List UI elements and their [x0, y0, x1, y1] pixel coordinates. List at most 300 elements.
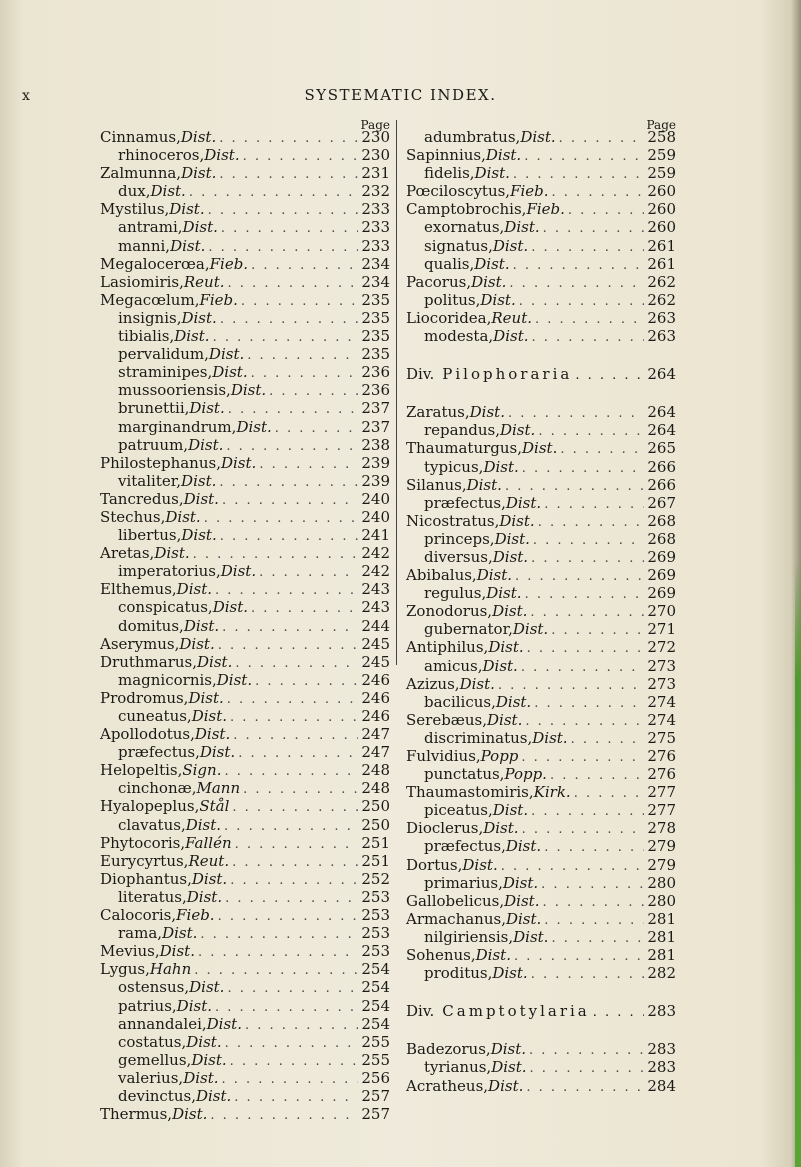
taxon-author: Kirk. — [533, 783, 571, 802]
taxon-author: Dist. — [185, 815, 222, 834]
genus-entry — [100, 508, 390, 526]
genus-entry — [406, 146, 676, 164]
page-ref: 273 — [647, 656, 676, 675]
taxon-author: Dist. — [204, 146, 240, 165]
leader-dots — [552, 184, 645, 202]
page-ref: 277 — [647, 801, 676, 820]
leader-dots — [221, 220, 358, 238]
species-entry — [406, 729, 676, 747]
leader-dots — [208, 202, 359, 220]
taxon-author: Dist. — [159, 942, 195, 961]
page-ref: 275 — [647, 728, 676, 747]
page-ref: 247 — [361, 743, 390, 762]
page-ref: 230 — [361, 146, 390, 165]
species-entry — [406, 1058, 676, 1076]
division-heading — [406, 1002, 676, 1020]
taxon-name: Stechus, — [100, 507, 166, 526]
page-ref: 241 — [361, 526, 390, 545]
taxon-author: Stål — [199, 797, 230, 816]
taxon-author: Dist. — [486, 584, 522, 603]
page-ref: 279 — [647, 837, 676, 856]
taxon-author: Dist. — [236, 417, 272, 436]
page-ref: 261 — [647, 254, 676, 273]
page-ref: 264 — [647, 365, 676, 384]
page-ref: 281 — [647, 927, 676, 946]
page-ref: 266 — [647, 475, 676, 494]
taxon-name: patrius, — [118, 996, 177, 1015]
taxon-author: Dist. — [499, 511, 535, 530]
genus-entry — [100, 942, 390, 960]
taxon-name: Silanus, — [406, 475, 467, 494]
leader-dots — [259, 564, 358, 582]
taxon-name: Apollodotus, — [100, 725, 195, 744]
page-ref: 260 — [647, 200, 676, 219]
page-ref: 260 — [647, 218, 676, 237]
page-ref: 251 — [361, 851, 390, 870]
species-entry — [406, 548, 676, 566]
species-entry — [100, 743, 390, 761]
page-ref: 240 — [361, 489, 390, 508]
page-ref: 239 — [361, 453, 390, 472]
species-entry — [406, 693, 676, 711]
leader-dots — [222, 492, 358, 510]
leader-dots — [521, 659, 645, 677]
species-entry — [406, 657, 676, 675]
page-ref: 248 — [361, 761, 390, 780]
genus-entry — [406, 309, 676, 327]
page-ref: 259 — [647, 146, 676, 165]
page-ref: 250 — [361, 815, 390, 834]
page-ref: 233 — [361, 200, 390, 219]
species-entry — [100, 1069, 390, 1087]
leader-dots — [275, 420, 359, 438]
species-entry — [406, 530, 676, 548]
genus-entry — [100, 797, 390, 815]
genus-entry — [100, 635, 390, 653]
genus-entry — [100, 725, 390, 743]
species-entry — [100, 671, 390, 689]
taxon-name: politus, — [424, 290, 481, 309]
genus-entry — [406, 439, 676, 457]
page-ref: 281 — [647, 946, 676, 965]
species-entry — [406, 164, 676, 182]
leader-dots — [228, 275, 359, 293]
leader-dots — [533, 532, 644, 550]
taxon-author: Dist. — [492, 547, 529, 566]
taxon-name: Cinnamus, — [100, 128, 181, 146]
page-ref: 260 — [647, 182, 676, 201]
taxon-name: conspicatus, — [118, 598, 213, 617]
page-ref: 236 — [361, 381, 390, 400]
division-name — [406, 1002, 590, 1020]
page-ref: 281 — [647, 909, 676, 928]
taxon-author: Dist. — [480, 290, 516, 309]
genus-entry — [406, 273, 676, 291]
leader-dots — [515, 568, 644, 586]
species-entry — [406, 255, 676, 273]
genus-entry — [100, 490, 390, 508]
taxon-name: Pacorus, — [406, 272, 472, 291]
taxon-author: Dist. — [174, 327, 210, 346]
taxon-name: rama, — [118, 924, 163, 943]
taxon-author: Dist. — [172, 1105, 208, 1124]
species-entry — [100, 327, 390, 345]
taxon-author: Dist. — [182, 218, 218, 237]
leader-dots — [531, 239, 644, 257]
leader-dots — [527, 640, 645, 658]
page-ref: 259 — [647, 164, 676, 183]
page-ref: 246 — [361, 688, 390, 707]
page-ref: 270 — [647, 602, 676, 621]
taxon-author: Fieb. — [526, 200, 565, 219]
species-entry — [406, 874, 676, 892]
taxon-name: exornatus, — [424, 218, 505, 237]
taxon-author: Dist. — [520, 128, 556, 146]
genus-entry — [406, 182, 676, 200]
spacer — [406, 982, 676, 1002]
leader-dots — [593, 1004, 645, 1022]
species-entry — [100, 399, 390, 417]
page-ref: 246 — [361, 707, 390, 725]
page-ref: 283 — [647, 1058, 676, 1077]
taxon-author: Dist. — [491, 1058, 527, 1077]
taxon-name: gemellus, — [118, 1050, 192, 1069]
page-ref: 261 — [647, 236, 676, 255]
taxon-author: Dist. — [191, 707, 228, 725]
taxon-author: Dist. — [499, 421, 536, 440]
taxon-name: proditus, — [424, 964, 493, 983]
taxon-name: Philostephanus, — [100, 453, 221, 472]
index-column-left — [100, 118, 390, 1123]
leader-dots — [529, 1042, 644, 1060]
page-ref: 240 — [361, 507, 390, 526]
leader-dots — [551, 930, 644, 948]
species-entry — [100, 146, 390, 164]
taxon-name: tyrianus, — [424, 1058, 492, 1077]
page-ref: 244 — [361, 616, 390, 635]
species-entry — [100, 779, 390, 797]
taxon-author: Mann — [196, 779, 241, 798]
species-entry — [406, 291, 676, 309]
page-ref: 283 — [647, 1002, 676, 1021]
division-title: Camptotylaria — [442, 1002, 590, 1021]
leader-dots — [544, 839, 644, 857]
taxon-name: Azizus, — [406, 674, 460, 693]
leader-dots — [230, 1053, 359, 1071]
taxon-name: literatus, — [118, 887, 187, 906]
taxon-author: Dist. — [162, 924, 198, 943]
taxon-name: patruum, — [118, 435, 189, 454]
leader-dots — [224, 763, 358, 781]
leader-dots — [234, 1089, 358, 1107]
page-ref: 239 — [361, 471, 390, 490]
leader-dots — [530, 1060, 645, 1078]
leader-dots — [575, 367, 644, 385]
taxon-name: primarius, — [424, 873, 503, 892]
leader-dots — [225, 1035, 359, 1053]
page-ref: 252 — [361, 869, 390, 888]
taxon-name: Dortus, — [406, 855, 463, 874]
leader-dots — [220, 528, 359, 546]
genus-entry — [406, 1077, 676, 1095]
division-prefix: Div. — [406, 1002, 435, 1021]
genus-entry — [100, 255, 390, 273]
leader-dots — [235, 836, 359, 854]
page-ref: 242 — [361, 544, 390, 563]
page-ref: 254 — [361, 978, 390, 997]
leader-dots — [531, 966, 645, 984]
taxon-author: Fieb. — [510, 182, 549, 201]
species-entry — [406, 421, 676, 439]
taxon-author: Dist. — [191, 1050, 227, 1069]
taxon-name: Hyalopeplus, — [100, 797, 200, 816]
taxon-author: Dist. — [188, 435, 224, 454]
species-entry — [406, 237, 676, 255]
page-ref: 263 — [647, 308, 676, 327]
page-ref: 271 — [647, 620, 676, 639]
taxon-author: Reut. — [188, 851, 230, 870]
taxon-name: rhinoceros, — [118, 146, 205, 165]
taxon-name: domitus, — [118, 616, 184, 635]
taxon-author: Hahn — [149, 960, 192, 979]
taxon-author: Dist. — [183, 616, 220, 635]
taxon-author: Dist. — [212, 363, 248, 382]
taxon-name: Aserymus, — [100, 634, 180, 653]
leader-dots — [200, 926, 358, 944]
taxon-author: Dist. — [165, 507, 201, 526]
taxon-name: Tancredus, — [100, 489, 184, 508]
taxon-name: valerius, — [118, 1068, 184, 1087]
taxon-name: Druthmarus, — [100, 652, 198, 671]
leader-dots — [534, 695, 644, 713]
genus-entry — [100, 960, 390, 978]
genus-entry — [100, 689, 390, 707]
taxon-name: Zaratus, — [406, 403, 470, 422]
leader-dots — [198, 944, 358, 962]
leader-dots — [232, 799, 358, 817]
species-entry — [406, 964, 676, 982]
taxon-author: Popp. — [504, 765, 547, 784]
taxon-name: qualis, — [424, 254, 475, 273]
taxon-author: Dist. — [522, 439, 558, 458]
spacer — [406, 345, 676, 365]
taxon-author: Popp — [480, 747, 519, 765]
taxon-author: Dist. — [181, 308, 217, 327]
taxon-author: Dist. — [488, 1076, 524, 1095]
genus-entry — [406, 892, 676, 910]
taxon-author: Dist. — [482, 656, 518, 675]
taxon-author: Dist. — [183, 489, 219, 508]
genus-entry — [406, 602, 676, 620]
species-entry — [100, 1087, 390, 1105]
page-ref: 235 — [361, 308, 390, 327]
taxon-author: Dist. — [180, 128, 217, 146]
species-entry — [100, 598, 390, 616]
page-ref: 257 — [361, 1086, 390, 1105]
taxon-name: punctatus, — [424, 765, 505, 784]
page-ref: 273 — [647, 674, 676, 693]
taxon-name: Mevius, — [100, 942, 160, 961]
taxon-name: devinctus, — [118, 1086, 196, 1105]
species-entry — [406, 128, 676, 146]
taxon-name: Antiphilus, — [406, 638, 489, 657]
taxon-author: Dist. — [493, 327, 529, 346]
page-ref: 282 — [647, 964, 676, 983]
leader-dots — [251, 600, 358, 618]
species-entry — [100, 997, 390, 1015]
taxon-author: Dist. — [495, 692, 532, 711]
leader-dots — [514, 948, 644, 966]
page-ref: 253 — [361, 906, 390, 925]
taxon-name: adumbratus, — [424, 128, 521, 146]
leader-dots — [222, 619, 358, 637]
taxon-name: Thermus, — [100, 1105, 173, 1124]
taxon-name: marginandrum, — [118, 417, 237, 436]
page-ref: 274 — [647, 710, 676, 729]
page-ref: 233 — [361, 236, 390, 255]
page-ref: 283 — [647, 1040, 676, 1059]
taxon-author: Dist. — [513, 927, 549, 946]
taxon-author: Dist. — [188, 688, 224, 707]
page-ref: 268 — [647, 529, 676, 548]
taxon-author: Dist. — [195, 1086, 232, 1105]
page-ref: 263 — [647, 327, 676, 346]
leader-dots — [189, 184, 359, 202]
taxon-name: fidelis, — [424, 164, 475, 183]
page-ref: 230 — [361, 128, 390, 146]
taxon-name: gubernator, — [424, 620, 513, 639]
leader-dots — [538, 514, 645, 532]
leader-dots — [233, 727, 358, 745]
leader-dots — [559, 130, 645, 148]
taxon-author: Dist. — [220, 562, 257, 581]
page-ref: 237 — [361, 417, 390, 436]
taxon-name: Lygus, — [100, 960, 150, 979]
spacer — [406, 383, 676, 403]
taxon-name: typicus, — [424, 457, 484, 476]
taxon-author: Dist. — [475, 946, 511, 965]
page-ref: 262 — [647, 272, 676, 291]
page-ref: 264 — [647, 421, 676, 440]
page-ref: 253 — [361, 887, 390, 906]
leader-dots — [541, 876, 644, 894]
page-ref: 237 — [361, 399, 390, 418]
leader-dots — [243, 148, 359, 166]
leader-dots — [245, 1017, 358, 1035]
leader-dots — [225, 890, 358, 908]
taxon-name: manni, — [118, 236, 171, 255]
species-entry — [100, 381, 390, 399]
taxon-name: Calocoris, — [100, 906, 177, 925]
leader-dots — [544, 496, 644, 514]
page-ref: 276 — [647, 747, 676, 765]
genus-entry — [100, 870, 390, 888]
page-ref: 245 — [361, 652, 390, 671]
leader-dots — [519, 293, 645, 311]
species-entry — [406, 765, 676, 783]
leader-dots — [574, 785, 645, 803]
leader-dots — [204, 510, 359, 528]
leader-dots — [219, 166, 358, 184]
genus-entry — [406, 200, 676, 218]
taxon-author: Dist. — [176, 996, 212, 1015]
taxon-name: Elthemus, — [100, 580, 177, 599]
taxon-author: Dist. — [474, 254, 510, 273]
taxon-author: Dist. — [504, 891, 540, 910]
taxon-author: Dist. — [492, 801, 529, 820]
taxon-name: tibialis, — [118, 327, 175, 346]
page-ref: 255 — [361, 1050, 390, 1069]
species-entry — [100, 617, 390, 635]
index-column-right — [406, 118, 676, 1095]
taxon-author: Dist. — [183, 1068, 219, 1087]
taxon-name: mussooriensis, — [118, 381, 231, 400]
leader-dots — [218, 908, 359, 926]
taxon-author: Dist. — [483, 457, 519, 476]
page-ref: 257 — [361, 1105, 390, 1124]
taxon-author: Dist. — [206, 1014, 242, 1033]
genus-entry — [406, 819, 676, 837]
species-entry — [406, 584, 676, 602]
taxon-name: repandus, — [424, 421, 500, 440]
species-entry — [100, 562, 390, 580]
leader-dots — [542, 894, 644, 912]
page-ref: 266 — [647, 457, 676, 476]
species-entry — [100, 707, 390, 725]
page-ref: 277 — [647, 783, 676, 802]
species-entry — [100, 218, 390, 236]
taxon-name: Helopeltis, — [100, 761, 183, 780]
genus-entry — [406, 711, 676, 729]
species-entry — [100, 1015, 390, 1033]
taxon-author: Dist. — [469, 403, 505, 422]
page-ref: 280 — [647, 873, 676, 892]
taxon-name: Eurycyrtus, — [100, 851, 189, 870]
taxon-author: Dist. — [488, 638, 524, 657]
genus-entry — [100, 273, 390, 291]
genus-entry — [406, 783, 676, 801]
leader-dots — [247, 347, 358, 365]
taxon-author: Dist. — [466, 475, 502, 494]
page-ref: 255 — [361, 1032, 390, 1051]
taxon-author: Dist. — [216, 670, 253, 689]
taxon-name: piceatus, — [424, 801, 493, 820]
leader-dots — [251, 365, 359, 383]
leader-dots — [210, 1107, 358, 1125]
taxon-author: Fallén — [185, 833, 232, 852]
taxon-name: præfectus, — [424, 493, 506, 512]
taxon-author: Dist. — [208, 345, 245, 364]
taxon-name: princeps, — [424, 529, 495, 548]
taxon-author: Reut. — [183, 272, 225, 291]
taxon-name: Megacœlum, — [100, 290, 200, 309]
taxon-name: diversus, — [424, 547, 493, 566]
genus-entry — [406, 512, 676, 530]
page-ref: 233 — [361, 218, 390, 237]
taxon-author: Dist. — [176, 580, 212, 599]
species-entry — [100, 363, 390, 381]
spacer — [406, 1020, 676, 1040]
leader-dots — [509, 275, 644, 293]
taxon-name: præfectus, — [424, 837, 506, 856]
leader-dots — [524, 148, 644, 166]
species-entry — [100, 978, 390, 996]
taxon-name: Sohenus, — [406, 946, 476, 965]
leader-dots — [227, 691, 359, 709]
running-title: SYSTEMATIC INDEX. — [304, 86, 497, 104]
taxon-name: annandalei, — [118, 1014, 207, 1033]
leader-dots — [560, 441, 644, 459]
